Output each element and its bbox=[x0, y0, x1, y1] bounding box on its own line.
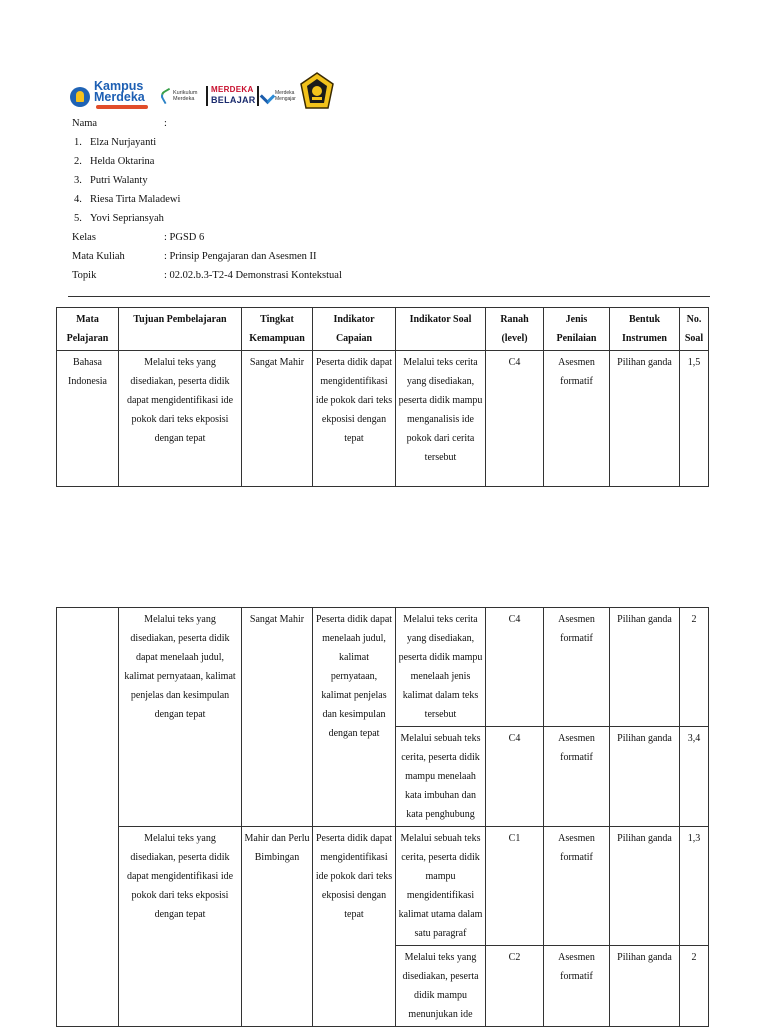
kurikulum-logo-line2: Merdeka bbox=[173, 96, 195, 102]
cell-ranah: C1 bbox=[486, 827, 544, 946]
kampus-merdeka-logo bbox=[70, 78, 150, 110]
cell-indikator-soal: Melalui teks cerita yang disediakan, peserta didik mampu menganalisis ide pokok dari cerita tersebut bbox=[396, 351, 486, 487]
header-divider bbox=[68, 296, 710, 297]
header-tujuan-pembelajaran: Tujuan Pembelajaran bbox=[119, 308, 242, 351]
cell-bentuk-instrumen: Pilihan ganda bbox=[610, 608, 680, 727]
university-seal-icon bbox=[300, 72, 334, 110]
merdeka-belajar-logo-line1: MERDEKA bbox=[211, 85, 254, 94]
table-header-row bbox=[57, 308, 709, 351]
merdeka-mengajar-logo bbox=[262, 86, 298, 106]
member-item bbox=[74, 137, 156, 149]
kampus-merdeka-logo-line2: Merdeka bbox=[94, 90, 145, 104]
cell-indikator-soal: Melalui teks yang disediakan, peserta didik mampu menunjukan ide bbox=[396, 946, 486, 1027]
member-name: Yovi Sepriansyah bbox=[90, 213, 164, 224]
header-indikator-soal: Indikator Soal bbox=[396, 308, 486, 351]
member-item bbox=[74, 194, 180, 206]
member-name: Helda Oktarina bbox=[90, 156, 155, 167]
cell-tingkat: Sangat Mahir bbox=[242, 351, 313, 487]
member-number: 5. bbox=[74, 213, 82, 224]
member-number: 3. bbox=[74, 175, 82, 186]
cell-indikator-soal: Melalui sebuah teks cerita, peserta didik mampu menelaah kata imbuhan dan kata penghubung bbox=[396, 727, 486, 827]
merdeka-mengajar-logo-line1: Merdeka bbox=[275, 90, 295, 96]
member-number: 2. bbox=[74, 156, 82, 167]
kampus-merdeka-ribbon-icon bbox=[96, 105, 148, 109]
cell-bentuk-instrumen: Pilihan ganda bbox=[610, 946, 680, 1027]
merdeka-belajar-logo bbox=[211, 84, 255, 108]
member-item bbox=[74, 213, 164, 225]
header-indikator-capaian: Indikator Capaian bbox=[313, 308, 396, 351]
cell-mata-pelajaran bbox=[57, 608, 119, 1027]
merdeka-mengajar-mark-icon bbox=[260, 89, 276, 105]
cell-bentuk-instrumen: Pilihan ganda bbox=[610, 351, 680, 487]
header-bentuk-instrumen: Bentuk Instrumen bbox=[610, 308, 680, 351]
cell-no-soal: 3,4 bbox=[680, 727, 709, 827]
cell-tujuan: Melalui teks yang disediakan, peserta didik dapat mengidentifikasi ide pokok dari teks ekposisi dengan tepat bbox=[119, 351, 242, 487]
nama-colon: : bbox=[164, 118, 167, 129]
member-name: Riesa Tirta Maladewi bbox=[90, 194, 181, 205]
cell-tingkat: Mahir dan Perlu Bimbingan bbox=[242, 827, 313, 1027]
nama-label: Nama bbox=[72, 118, 98, 129]
cell-bentuk-instrumen: Pilihan ganda bbox=[610, 827, 680, 946]
cell-jenis-penilaian: Asesmen formatif bbox=[544, 727, 610, 827]
cell-indikator-soal: Melalui sebuah teks cerita, peserta didik mampu mengidentifikasi kalimat utama dalam satu paragraf bbox=[396, 827, 486, 946]
logo-divider bbox=[206, 86, 208, 106]
member-number: 4. bbox=[74, 194, 82, 205]
header-logos bbox=[70, 72, 340, 112]
cell-jenis-penilaian: Asesmen formatif bbox=[544, 827, 610, 946]
topik-label: Topik bbox=[72, 270, 97, 281]
cell-bentuk-instrumen: Pilihan ganda bbox=[610, 727, 680, 827]
member-item bbox=[74, 156, 154, 168]
kampus-merdeka-logo-line1: Kampus bbox=[94, 79, 144, 93]
topik-value: : 02.02.b.3-T2-4 Demonstrasi Kontekstual bbox=[164, 270, 342, 281]
kelas-value: : PGSD 6 bbox=[164, 232, 205, 243]
kelas-label: Kelas bbox=[72, 232, 96, 243]
cell-jenis-penilaian: Asesmen formatif bbox=[544, 351, 610, 487]
cell-no-soal: 1,5 bbox=[680, 351, 709, 487]
cell-indikator-soal: Melalui teks cerita yang disediakan, peserta didik mampu menelaah jenis kalimat dalam teks tersebut bbox=[396, 608, 486, 727]
member-item bbox=[74, 175, 148, 187]
cell-jenis-penilaian: Asesmen formatif bbox=[544, 946, 610, 1027]
table-row bbox=[57, 827, 709, 946]
cell-indikator-capaian: Peserta didik dapat mengidentifikasi ide pokok dari teks ekposisi dengan tepat bbox=[313, 827, 396, 1027]
header-mata-pelajaran: Mata Pelajaran bbox=[57, 308, 119, 351]
cell-tujuan: Melalui teks yang disediakan, peserta didik dapat mengidentifikasi ide pokok dari teks ekposisi dengan tepat bbox=[119, 827, 242, 1027]
cell-indikator-capaian: Peserta didik dapat menelaah judul, kalimat pernyataan, kalimat penjelas dan kesimpulan dengan tepat bbox=[313, 608, 396, 827]
cell-mata-pelajaran: Bahasa Indonesia bbox=[57, 351, 119, 487]
merdeka-belajar-logo-line2: BELAJAR bbox=[211, 95, 256, 105]
kampus-merdeka-emblem-icon bbox=[70, 87, 90, 107]
header-no-soal: No. Soal bbox=[680, 308, 709, 351]
cell-ranah: C4 bbox=[486, 608, 544, 727]
kurikulum-merdeka-logo bbox=[161, 86, 203, 106]
table-row bbox=[57, 351, 709, 487]
cell-ranah: C2 bbox=[486, 946, 544, 1027]
member-name: Putri Walanty bbox=[90, 175, 148, 186]
header-ranah: Ranah (level) bbox=[486, 308, 544, 351]
cell-no-soal: 2 bbox=[680, 946, 709, 1027]
cell-tingkat: Sangat Mahir bbox=[242, 608, 313, 827]
cell-indikator-capaian: Peserta didik dapat mengidentifikasi ide pokok dari teks ekposisi dengan tepat bbox=[313, 351, 396, 487]
member-name: Elza Nurjayanti bbox=[90, 137, 157, 148]
cell-jenis-penilaian: Asesmen formatif bbox=[544, 608, 610, 727]
merdeka-mengajar-logo-line2: Mengajar bbox=[275, 96, 296, 102]
kurikulum-logo-line1: Kurikulum bbox=[173, 90, 198, 96]
kisi-kisi-table bbox=[56, 307, 709, 487]
member-number: 1. bbox=[74, 137, 82, 148]
header-tingkat-kemampuan: Tingkat Kemampuan bbox=[242, 308, 313, 351]
cell-ranah: C4 bbox=[486, 727, 544, 827]
mata-kuliah-label: Mata Kuliah bbox=[72, 251, 125, 262]
cell-ranah: C4 bbox=[486, 351, 544, 487]
cell-tujuan: Melalui teks yang disediakan, peserta didik dapat menelaah judul, kalimat pernyataan, kalimat penjelas dan kesimpulan dengan tepat bbox=[119, 608, 242, 827]
kisi-kisi-table-continued bbox=[56, 607, 709, 1027]
cell-no-soal: 1,3 bbox=[680, 827, 709, 946]
header-jenis-penilaian: Jenis Penilaian bbox=[544, 308, 610, 351]
cell-no-soal: 2 bbox=[680, 608, 709, 727]
mata-kuliah-value: : Prinsip Pengajaran dan Asesmen II bbox=[164, 251, 317, 262]
table-row bbox=[57, 608, 709, 727]
